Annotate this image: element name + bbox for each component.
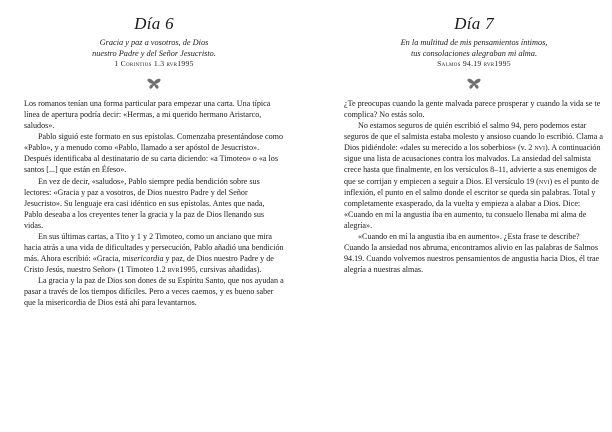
verse-line: nuestro Padre y del Señor Jesucristo. [92,48,216,58]
butterfly-icon [467,78,481,90]
verse-line: Gracia y paz a vosotros, de Dios [99,38,209,47]
paragraph [24,231,284,275]
right-page [344,0,604,275]
verse-line: En la multitud de mis pensamientos íntimos, [400,38,548,47]
verse-line: tus consolaciones alegraban mi alma. [410,48,538,58]
text-run: No estamos seguros de quién escribió el salmo 94, pero podemos estar seguros de que el salmista estaba molesto y ansioso cuando lo escribió. Clama a Dios pidiéndole: «dales su merecido a los soberbios» (v. 2 [344,121,603,153]
paragraph: En vez de decir, «saludos», Pablo siempre pedía bendición sobre sus lectores: «Gracia y paz a vosotros, de Dios nuestro Padre y del Señor Jesucristo». Su lenguaje era casi idéntico en sus epístolas. Antes que nada, Pablo deseaba a los creyentes tener la gracia y la paz de Dios llenando sus vidas. [24,176,265,230]
paragraph [344,120,604,230]
day-title: Día 7 [454,14,494,33]
paragraph: «Cuando en mí la angustia iba en aumento». ¿Esta frase te describe? Cuando la ansiedad nos abruma, encontramos alivio en las palabras de Salmos 94.19. Cuando volvemos nuestros pensamientos de angustia hacia Dios, él trae alegría a nuestras almas. [344,231,600,274]
paragraph: Los romanos tenían una forma particular para empezar una carta. Una típica línea de apertura podría decir: «Hermas, a mi querido hermano Aristarco, saludos». [24,99,271,131]
version-abbr: rvr1995 [167,264,196,274]
text-run: ). A continuación sigue una lista de acusaciones contra los malvados. La ansiedad del salmista crece hasta que finalmente, en los versículos 8–11, advierte a sus enemigos de que se corrijan y empiecen a seguir a Dios. El versículo 19 ( [344,143,601,186]
text-run: ) es el punto de inflexión, el punto en el salmo donde el escritor se queda sin palabras. Total y completamente exasperado, da la vuelta y empieza a alabar a Dios. Dice: «Cuando en mí la angustia iba en aumento, tu consuelo llenaba mi alma de alegría». [344,176,599,230]
verse-reference: 1 Corintios 1.3 rvr1995 [114,59,194,69]
paragraph: ¿Te preocupas cuando la gente malvada parece prosperar y cuando la vida se te complica? No estás solo. [344,99,601,120]
epigraph-verse [344,38,604,59]
devotional-text [344,98,604,275]
paragraph: La gracia y la paz de Dios son dones de su Espíritu Santo, que nos ayudan a pasar a través de los tiempos difíciles. Pero a veces caemos, y es bueno saber que la misericordia de Dios está ahí para levantarnos. [24,275,284,308]
devotional-text [24,98,284,308]
verse-reference: Salmos 94.19 rvr1995 [437,59,511,69]
text-run: En sus últimas cartas, a Tito y 1 y 2 Timoteo, como un anciano que mira hacia atrás a una vida de dificultades y persecución, Pablo añadió una bendición más. Ahora escribió: «Gracia, [24,231,284,263]
butterfly-icon [147,78,161,90]
emphasis-text: misericordia [122,253,164,263]
text-run: y paz, de Dios nuestro Padre y de Cristo Jesús, nuestro Señor» (1 Timoteo 1.2 [24,253,274,274]
epigraph-verse [24,38,284,59]
version-abbr: nvi [534,143,545,153]
text-run: , cursivas añadidas). [195,264,262,274]
day-title: Día 6 [134,14,174,33]
paragraph: Pablo siguió este formato en sus epístolas. Comenzaba presentándose como «Pablo», y a menudo como «Pablo, llamado a ser apóstol de Jesucristo». Después identificaba al destinatario de su carta diciendo: «a Timoteo» o «a los santos [...] que están en Éfeso». [24,132,284,175]
version-abbr: nvi [538,176,550,186]
left-page [24,0,284,308]
